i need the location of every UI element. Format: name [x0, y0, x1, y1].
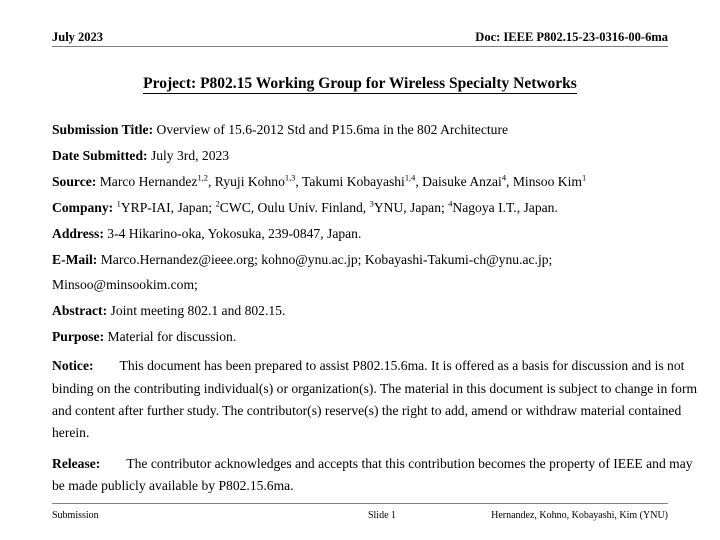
- email-label: E-Mail:: [52, 252, 98, 267]
- source-label: Source:: [52, 174, 97, 189]
- release-label: Release:: [52, 456, 101, 472]
- purpose-label: Purpose:: [52, 329, 105, 345]
- address-value: 3-4 Hikarino-oka, Yokosuka, 239-0847, Japan.: [107, 226, 362, 241]
- abstract-label: Abstract:: [52, 303, 108, 319]
- footer-slide-number: Slide 1: [367, 510, 397, 521]
- footer-submission-label: Submission: [52, 510, 99, 521]
- notice-label: Notice:: [52, 358, 94, 374]
- field-release: [52, 453, 698, 497]
- affiliation-marker: 4: [501, 172, 507, 183]
- header-doc-number: Doc: IEEE P802.15-23-0316-00-6ma: [475, 30, 668, 44]
- affiliation-marker: 1,3: [284, 172, 296, 183]
- address-label: Address:: [52, 226, 104, 241]
- date-submitted-value: July 3rd, 2023: [150, 148, 230, 163]
- slide-body: [52, 117, 698, 498]
- affiliation-marker: 2: [215, 198, 220, 209]
- field-submission-title: [52, 117, 698, 142]
- page-title: [0, 74, 720, 93]
- slide-footer: [52, 503, 668, 522]
- affiliation-marker: 1: [116, 198, 121, 209]
- slide-header: [52, 30, 668, 47]
- company-label: Company:: [52, 200, 114, 215]
- affiliation-marker: 3: [369, 198, 374, 209]
- notice-value: This document has been prepared to assist P802.15.6ma. It is offered as a basis for discussion and is not binding on the contributing individual(s) or organization(s). The material in this document is subject to change in form and content after further study. The contributor(s) reserve(s) the right to add, amend or withdraw material contained herein.: [52, 358, 698, 441]
- field-source: [52, 169, 698, 194]
- affiliation-marker: 1,4: [404, 172, 416, 183]
- field-email: [52, 247, 698, 298]
- affiliation-marker: 1: [581, 172, 587, 183]
- field-notice: [52, 355, 698, 444]
- field-date-submitted: [52, 143, 698, 168]
- purpose-value: Material for discussion.: [107, 329, 237, 345]
- submission-title-value: Overview of 15.6-2012 Std and P15.6ma in the 802 Architecture: [156, 122, 509, 137]
- field-address: [52, 221, 698, 246]
- field-abstract: [52, 298, 698, 323]
- date-submitted-label: Date Submitted:: [52, 148, 148, 163]
- field-purpose: [52, 324, 698, 349]
- header-date: July 2023: [52, 30, 104, 44]
- field-company: [52, 195, 698, 220]
- company-affiliations: $^1$YRP-IAI, Japan; $^2$CWC, Oulu Univ. Finland, $^3$YNU, Japan; $^4$Nagoya I.T., Japan.: [116, 198, 558, 215]
- source-authors: Marco Hernandez$^{1,2}$, Ryuji Kohno$^{1,3}$, Takumi Kobayashi$^{1,4}$, Daisuke Anzai$^4$, Minsoo Kim$^1$: [99, 172, 587, 189]
- release-value: The contributor acknowledges and accepts that this contribution becomes the property of IEEE and may be made publicly available by P802.15.6ma.: [52, 456, 693, 494]
- affiliation-marker: 1,2: [197, 172, 208, 183]
- abstract-value: Joint meeting 802.1 and 802.15.: [110, 303, 286, 319]
- affiliation-marker: 4: [448, 198, 453, 209]
- spacer-before-release: [52, 444, 698, 453]
- page-title-text: Project: P802.15 Working Group for Wireless Specialty Networks: [143, 75, 577, 92]
- footer-authors: Hernandez, Kohno, Kobayashi, Kim (YNU): [491, 510, 668, 521]
- submission-title-label: Submission Title:: [52, 122, 154, 137]
- email-value: Marco.Hernandez@ieee.org; kohno@ynu.ac.jp; Kobayashi-Takumi-ch@ynu.ac.jp; Minsoo@minsookim.com;: [52, 252, 553, 293]
